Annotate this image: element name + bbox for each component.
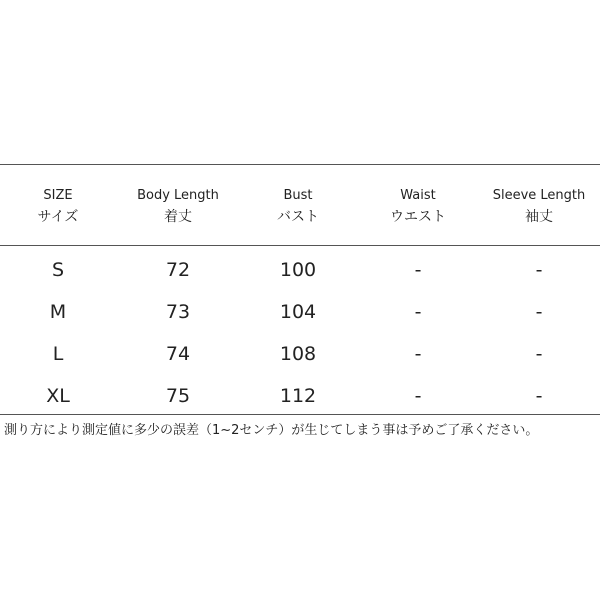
header-body-length-en: Body Length [137,188,219,203]
header-waist-ja: ウエスト [390,209,446,225]
cell-sleeve-length: - [535,301,543,323]
table-row [0,339,600,369]
cell-body-length: 73 [165,301,191,323]
table-bottom-rule [0,414,600,415]
cell-sleeve-length: - [535,343,543,365]
header-body-length [108,186,248,228]
header-size-en: SIZE [43,188,73,203]
cell-body-length: 74 [165,343,191,365]
cell-waist: - [414,385,422,407]
cell-bust: 104 [279,301,317,323]
header-body-length-ja: 着丈 [164,209,192,225]
cell-bust: 112 [279,385,317,407]
measurement-note: 測り方により測定値に多少の誤差（1~2センチ）が生じてしまう事は予めご了承ください。 [4,423,539,438]
cell-sleeve-length: - [535,385,543,407]
table-header-rule [0,245,600,246]
header-bust-en: Bust [283,188,313,203]
header-size-ja: サイズ [37,209,79,225]
cell-sleeve-length: - [535,259,543,281]
header-sleeve-length [469,186,600,228]
header-waist-en: Waist [400,188,436,203]
cell-size: M [49,301,67,323]
header-waist [348,186,488,228]
cell-size: L [52,343,64,365]
table-row [0,255,600,285]
table-top-rule [0,164,600,165]
header-sleeve-length-en: Sleeve Length [492,188,586,203]
cell-size: S [51,259,65,281]
cell-body-length: 72 [165,259,191,281]
table-row [0,297,600,327]
cell-waist: - [414,259,422,281]
cell-bust: 100 [279,259,317,281]
cell-bust: 108 [279,343,317,365]
header-sleeve-length-ja: 袖丈 [525,209,553,225]
header-bust [228,186,368,228]
cell-body-length: 75 [165,385,191,407]
table-row [0,381,600,411]
cell-waist: - [414,301,422,323]
table-header-row [0,186,600,236]
header-bust-ja: バスト [277,209,319,225]
cell-size: XL [46,385,70,407]
cell-waist: - [414,343,422,365]
